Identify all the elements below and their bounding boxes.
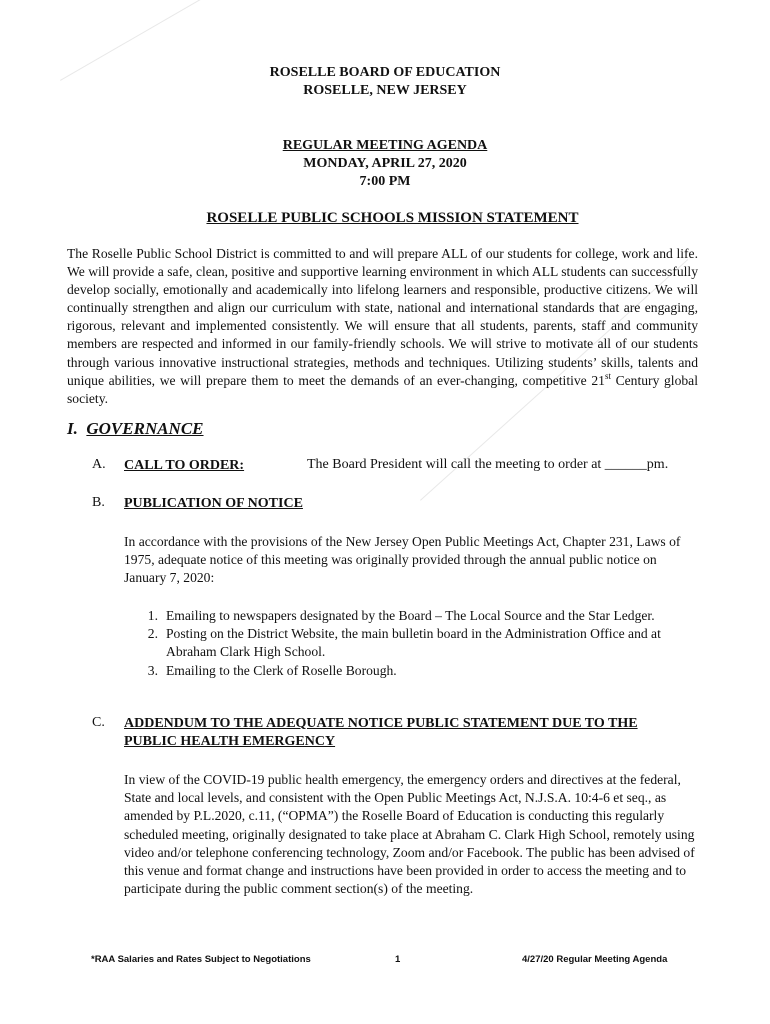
mission-statement [67,245,698,408]
agenda-title: REGULAR MEETING AGENDA [282,138,488,153]
meeting-time: 7:00 PM [359,174,411,189]
org-location: ROSELLE, NEW JERSEY [303,83,467,98]
list-item [124,625,704,661]
list-item [124,662,704,680]
list-text: Emailing to the Clerk of Roselle Borough. [166,662,397,678]
addendum-heading-line1: ADDENDUM TO THE ADEQUATE NOTICE PUBLIC STATEMENT DUE TO THE [124,716,638,731]
notice-list [124,607,704,680]
header-org-block [0,64,770,100]
header-meeting-block [0,137,770,191]
addendum-paragraph: In view of the COVID-19 public health emergency, the emergency orders and directives at the federal, State and local levels, and consistent with the Open Public Meetings Act, N.J.S.A. 10:4-6 et seq., as amended by P.L.2020, c.11, (“OPMA”) the Roselle Board of Education is conducting this regularly scheduled meeting, originally designated to take place at Abraham C. Clark High School, remotely using video and/or telephone conferencing technology, Zoom and/or Facebook. The public has been advised of this venue and format change and instructions have been provided in order to access the meeting and to participate during the public comment section(s) of the meeting. [124,772,695,897]
call-to-order-text: The Board President will call the meeting to order at ______pm. [307,457,669,472]
subsection-letter-b: B. [92,495,105,510]
section-title: GOVERNANCE [86,419,204,438]
mission-text-end: Century global society. [67,372,698,406]
list-number: 2. [147,626,158,642]
meeting-date: MONDAY, APRIL 27, 2020 [303,156,467,171]
section-governance-heading [67,419,204,439]
mission-text: The Roselle Public School District is committed to and will prepare ALL of our students for college, work and life. We will provide a safe, clean, positive and supportive learning environment in which ALL students can successfully develop socially, emotionally and academically into lifelong learners and responsible, productive citizens. We will continually strengthen and align our curriculum with state, national and international standards that are engaging, rigorous, relevant and implemented consistently. We will ensure that all students, parents, staff and community members are respected and informed in our family-friendly schools. We will strive to motivate all of our students through various innovative instructional strategies, methods and techniques. Utilizing students’ skills, talents and unique abilities, we will prepare them to meet the demands of an ever-changing, competitive 21 [67,246,698,388]
publication-notice-paragraph: In accordance with the provisions of the New Jersey Open Public Meetings Act, Chapter 231, Laws of 1975, adequate notice of this meeting was originally provided through the annual public notice on January 7, 2020: [124,534,681,586]
addendum-heading-line2: PUBLIC HEALTH EMERGENCY [124,734,336,749]
publication-of-notice-heading: PUBLICATION OF NOTICE [124,496,303,511]
footer-document-title: 4/27/20 Regular Meeting Agenda [522,954,668,965]
section-numeral: I. [67,419,78,438]
call-to-order-heading: CALL TO ORDER: [124,458,245,473]
mission-superscript: st [604,370,611,381]
addendum-heading [124,715,638,751]
list-item [124,607,704,625]
footer-note: *RAA Salaries and Rates Subject to Negotiations [91,954,311,965]
subsection-letter-c: C. [92,715,105,730]
list-text: Posting on the District Website, the main bulletin board in the Administration Office and at Abraham Clark High School. [166,626,661,660]
list-number: 1. [147,608,158,623]
mission-title: ROSELLE PUBLIC SCHOOLS MISSION STATEMENT [206,210,579,226]
footer-page-number: 1 [395,954,401,965]
list-text: Emailing to newspapers designated by the Board – The Local Source and the Star Ledger. [166,608,655,623]
subsection-letter-a: A. [92,457,106,472]
list-number: 3. [147,662,158,678]
org-name: ROSELLE BOARD OF EDUCATION [269,65,501,80]
